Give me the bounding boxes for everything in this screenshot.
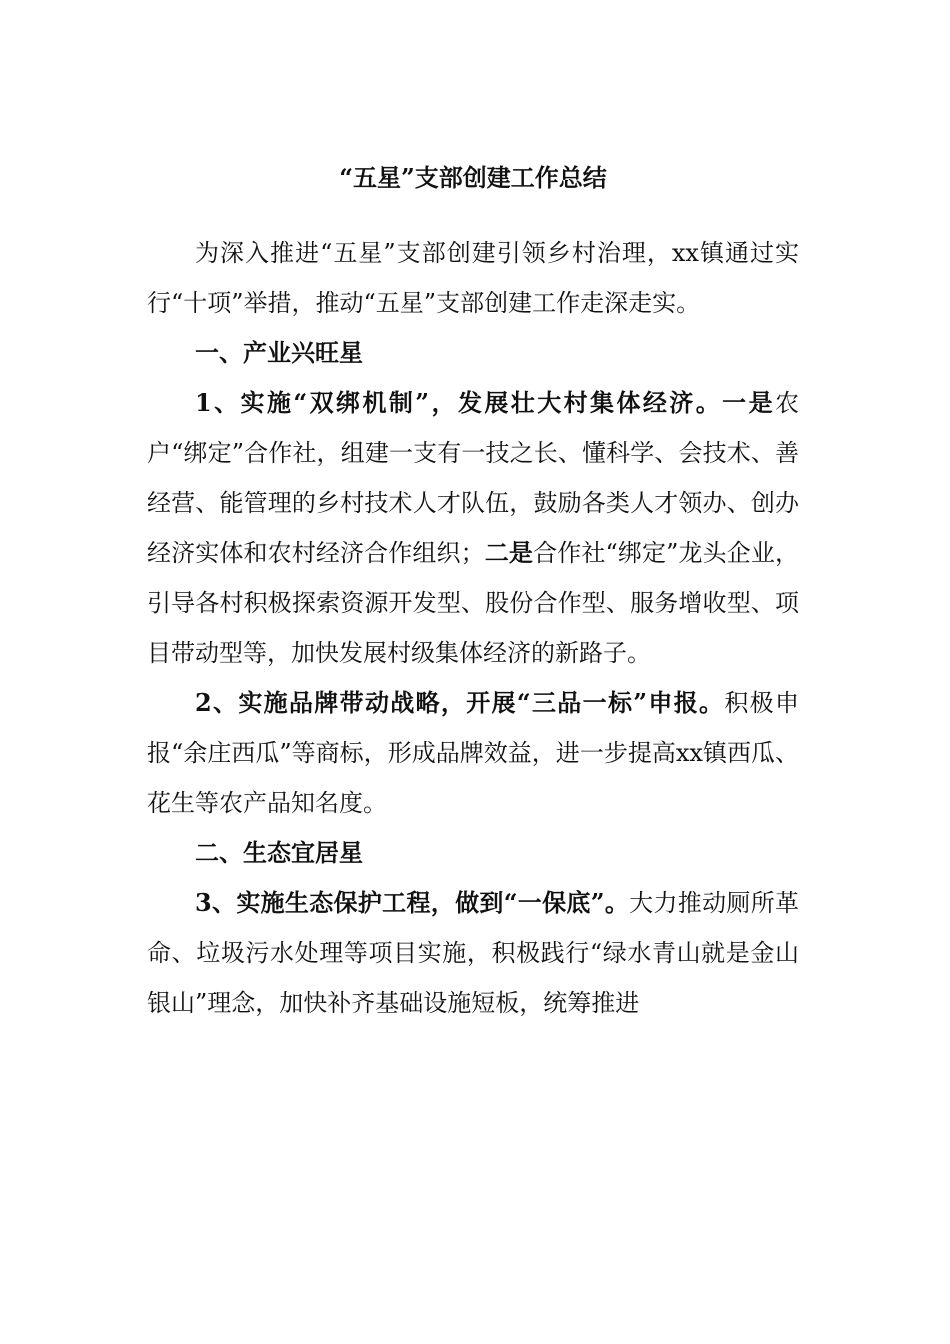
intro-paragraph: 为深入推进“五星”支部创建引领乡村治理，xx镇通过实行“十项”举措，推动“五星”支部创建工作走深走实。 — [147, 239, 799, 317]
item1-lead: 1、实施“双绑机制”，发展壮大村集体经济。 — [195, 388, 723, 417]
document-title: “五星”支部创建工作总结 — [339, 163, 607, 192]
item2-lead: 2、实施品牌带动战略，开展“三品一标”申报。 — [195, 688, 725, 717]
item3-text: 大力推动厕所革命、垃圾污水处理等项目实施，积极践行“绿水青山就是金山银山”理念，加快补齐基础设施短板，统筹推进 — [147, 889, 800, 1017]
section2-heading: 二、生态宜居星 — [195, 838, 363, 867]
item1-bold1: 一是 — [722, 388, 775, 417]
item1-text2: 合作社“绑定”龙头企业，引导各村积极探索资源开发型、股份合作型、服务增收型、项目带动型等，加快发展村级集体经济的新路子。 — [147, 539, 800, 667]
document-body — [147, 228, 799, 1028]
section1-heading: 一、产业兴旺星 — [195, 338, 363, 367]
item3-lead: 3、实施生态保护工程，做到“一保底”。 — [195, 888, 630, 917]
item2-paragraph — [147, 678, 799, 828]
item1-paragraph — [147, 378, 799, 678]
item1-bold2: 二是 — [484, 538, 534, 567]
item1-text1: 农户“绑定”合作社，组建一支有一技之长、懂科学、会技术、善经营、能管理的乡村技术人才队伍，鼓励各类人才领办、创办经济实体和农村经济合作组织； — [147, 389, 799, 567]
item2-text: 积极申报“余庄西瓜”等商标，形成品牌效益，进一步提高xx镇西瓜、花生等农产品知名度。 — [147, 689, 799, 817]
item3-paragraph — [147, 878, 799, 1028]
